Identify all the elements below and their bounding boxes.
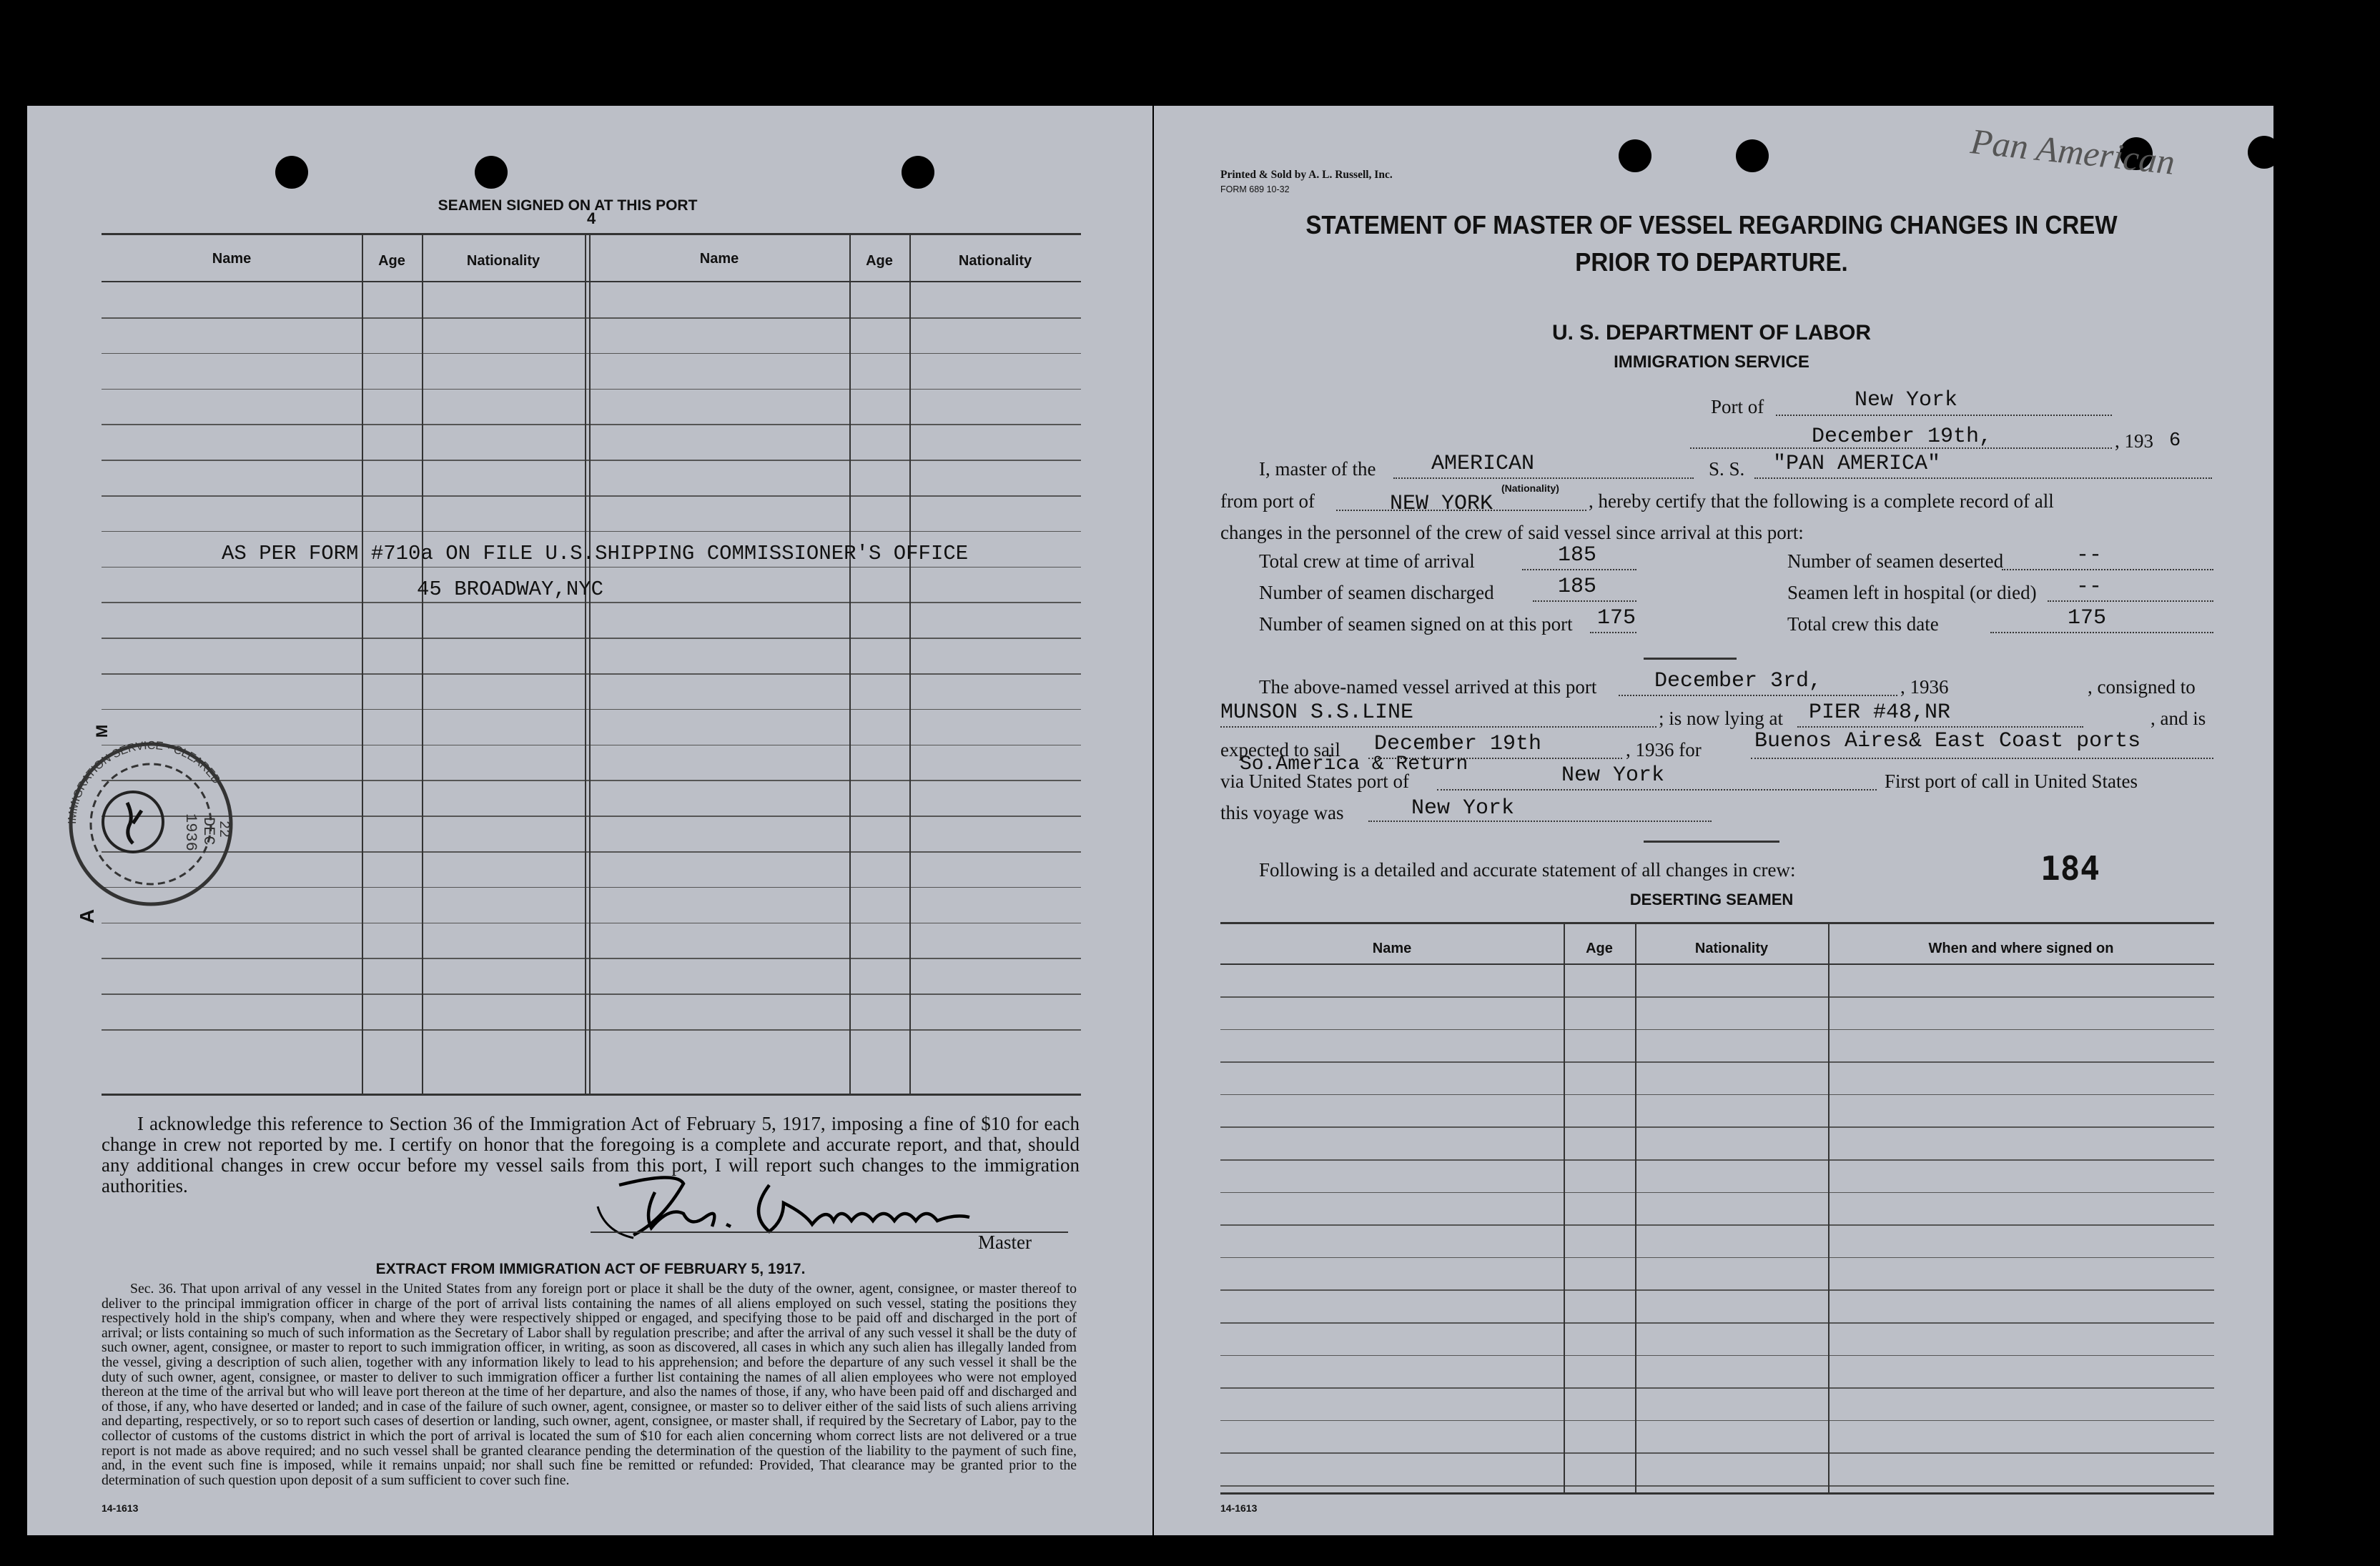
page-number: 4 — [587, 209, 596, 227]
table-row-rule — [102, 816, 1081, 817]
table-header-rule — [1220, 963, 2214, 965]
first-port-label: First port of call in United States — [1885, 770, 2138, 792]
form-code: FORM 689 10-32 — [1220, 184, 1290, 194]
table-column-rule — [849, 233, 851, 1094]
punch-hole — [2248, 136, 2281, 169]
printer-line: Printed & Sold by A. L. Russell, Inc. — [1220, 169, 1393, 181]
column-header: When and where signed on — [1928, 941, 2114, 956]
table-row-rule — [102, 958, 1081, 959]
svg-text:DEC: DEC — [199, 817, 217, 846]
table-column-rule — [1635, 922, 1636, 1492]
port-underline — [1776, 415, 2112, 416]
destination-value: Buenos Aires& East Coast ports — [1754, 729, 2141, 753]
table-row-rule — [102, 353, 1081, 355]
form-title: STATEMENT OF MASTER OF VESSEL REGARDING CHANGES IN CREW — [1305, 210, 2118, 239]
handwritten-number: 184 — [2040, 849, 2100, 888]
table-column-rule — [909, 233, 911, 1094]
section-title: SEAMEN SIGNED ON AT THIS PORT — [438, 197, 698, 214]
master-label: I, master of the — [1259, 458, 1376, 480]
punch-hole — [275, 156, 308, 189]
total-date-label: Total crew this date — [1787, 613, 1939, 635]
via-label: via United States port of — [1220, 770, 1409, 792]
column-header: Name — [212, 251, 252, 267]
table-column-rule — [362, 233, 363, 1094]
signed-label: Number of seamen signed on at this port — [1259, 613, 1573, 635]
table-row-rule — [1220, 1289, 2214, 1291]
field-underline — [2048, 600, 2213, 602]
from-port-label: from port of — [1220, 490, 1315, 512]
lying-label: ; is now lying at — [1659, 708, 1783, 729]
table-bottom-rule — [102, 1094, 1081, 1096]
form-number: 14-1613 — [1220, 1502, 1258, 1514]
table-row-rule — [102, 460, 1081, 461]
lying-value: PIER #48,NR — [1809, 700, 1951, 725]
field-underline — [1797, 726, 2083, 728]
vessel-underline — [1754, 477, 2212, 479]
ss-label: S. S. — [1709, 458, 1745, 480]
field-underline — [1751, 758, 2213, 759]
voyage-value: New York — [1411, 796, 1515, 821]
table-row-rule — [1220, 1485, 2214, 1487]
column-header: Nationality — [1694, 941, 1769, 956]
arrived-label: The above-named vessel arrived at this port — [1259, 676, 1597, 698]
table-column-rule — [1828, 922, 1830, 1492]
discharged-value: 185 — [1558, 575, 1597, 599]
column-header: Age — [1586, 941, 1613, 956]
nationality-underline — [1393, 477, 1694, 479]
discharged-label: Number of seamen discharged — [1259, 582, 1494, 603]
year-prefix: , 193 — [2115, 430, 2153, 452]
table-column-rule — [422, 233, 423, 1094]
margin-letter: A — [76, 908, 99, 924]
table-column-rule — [589, 233, 591, 1094]
master-signature — [591, 1164, 1077, 1242]
table-row-rule — [102, 389, 1081, 390]
service: IMMIGRATION SERVICE — [1614, 352, 1809, 372]
table-row-rule — [102, 887, 1081, 888]
extract-title: EXTRACT FROM IMMIGRATION ACT OF FEBRUARY 5, 1917. — [375, 1261, 806, 1277]
table-row-rule — [1220, 1094, 2214, 1096]
date-underline — [1690, 447, 2112, 449]
total-date-value: 175 — [2068, 606, 2107, 630]
nationality-value: AMERICAN — [1431, 452, 1535, 476]
changes-text: changes in the personnel of the crew of said vessel since arrival at this port: — [1220, 522, 1804, 543]
table-header-rule — [102, 281, 1081, 282]
table-row-rule — [1220, 1420, 2214, 1422]
field-underline — [1522, 569, 1636, 570]
table-column-rule — [1564, 922, 1565, 1492]
field-underline — [1533, 600, 1636, 602]
year-suffix: 6 — [2169, 430, 2181, 452]
table-top-rule — [102, 233, 1081, 235]
port-value: New York — [1855, 388, 1958, 412]
right-page — [1154, 106, 2273, 1535]
column-header: Nationality — [958, 253, 1032, 269]
certify-text: , hereby certify that the following is a complete record of all — [1589, 490, 2054, 512]
consignee-value: MUNSON S.S.LINE — [1220, 700, 1414, 725]
deserted-value: -- — [2076, 543, 2103, 568]
total-arrival-value: 185 — [1558, 543, 1597, 568]
field-underline — [1220, 726, 1656, 728]
column-header: Nationality — [466, 253, 540, 269]
column-header: Name — [1372, 941, 1412, 956]
table-row-rule — [1220, 1452, 2214, 1454]
punch-hole — [475, 156, 508, 189]
table-row-rule — [102, 567, 1081, 568]
voyage-label: this voyage was — [1220, 802, 1344, 823]
table-row-rule — [102, 851, 1081, 853]
table-row-rule — [102, 745, 1081, 746]
consigned-label: , consigned to — [2088, 676, 2196, 698]
port-label: Port of — [1711, 396, 1764, 417]
sail-year: , 1936 for — [1626, 739, 1702, 760]
handwritten-note: Pan American — [1968, 121, 2177, 182]
separator — [1644, 658, 1737, 660]
deserting-title: DESERTING SEAMEN — [1629, 891, 1794, 908]
immigration-stamp — [61, 735, 240, 913]
form-subtitle: PRIOR TO DEPARTURE. — [1575, 247, 1848, 277]
svg-text:IMMIGRATION SERVICE · CLEARED: IMMIGRATION SERVICE · CLEARED — [66, 739, 223, 825]
margin-letter: M — [93, 724, 112, 738]
left-page — [27, 106, 1152, 1535]
table-row-rule — [1220, 1224, 2214, 1226]
table-row-rule — [1220, 1322, 2214, 1324]
hospital-value: -- — [2076, 575, 2103, 599]
table-row-rule — [102, 673, 1081, 675]
field-underline — [2002, 569, 2213, 570]
punch-hole — [902, 156, 934, 189]
svg-text:22: 22 — [215, 821, 232, 838]
table-row-rule — [1220, 1029, 2214, 1031]
table-row-rule — [1220, 996, 2214, 998]
table-row-rule — [102, 923, 1081, 924]
total-arrival-label: Total crew at time of arrival — [1259, 550, 1475, 572]
signed-on-table — [102, 231, 1081, 1096]
table-bottom-rule — [1220, 1492, 2214, 1495]
from-port-value: NEW YORK — [1390, 492, 1493, 516]
column-header: Name — [699, 251, 739, 267]
department: U. S. DEPARTMENT OF LABOR — [1551, 321, 1872, 345]
table-row-rule — [102, 1029, 1081, 1031]
field-underline — [1437, 789, 1877, 791]
separator — [1644, 841, 1779, 843]
signature-label: Master — [978, 1232, 1032, 1253]
acknowledgement-text: I acknowledge this reference to Section 36 of the Immigration Act of February 5, 1917, imposing a fine of $10 for each change in crew not reported by me. I certify on honor that the foregoing is a complete and accurate report, and that, should any additional changes in crew occur before my vessel sails from this port, I will report such changes to the immigration authorities. — [102, 1113, 1080, 1196]
field-underline — [1619, 695, 1897, 696]
table-row-rule — [102, 780, 1081, 781]
table-row-rule — [1220, 1355, 2214, 1357]
table-row-rule — [102, 993, 1081, 995]
table-row-rule — [102, 424, 1081, 425]
deserted-label: Number of seamen deserted — [1787, 550, 2004, 572]
typed-note-line1: AS PER FORM #710a ON FILE U.S.SHIPPING COMMISSIONER'S OFFICE — [222, 542, 969, 565]
field-underline — [1368, 821, 1712, 822]
table-row-rule — [1220, 1159, 2214, 1161]
form-number: 14-1613 — [102, 1502, 139, 1514]
table-row-rule — [1220, 1126, 2214, 1128]
punch-hole — [1619, 139, 1651, 172]
table-row-rule — [102, 709, 1081, 710]
table-row-rule — [102, 317, 1081, 319]
signed-value: 175 — [1597, 606, 1636, 630]
sail-label: expected to sail — [1220, 739, 1340, 760]
date-value: December 19th, — [1812, 425, 1993, 449]
table-row-rule — [102, 495, 1081, 497]
svg-text:1936: 1936 — [182, 813, 199, 851]
table-row-rule — [1220, 1192, 2214, 1194]
table-row-rule — [102, 531, 1081, 532]
table-column-rule — [585, 233, 586, 1094]
punch-hole — [1736, 139, 1769, 172]
destination-value2: So.America & Return — [1240, 753, 1468, 775]
arrived-year: , 1936 — [1900, 676, 1949, 698]
table-top-rule — [1220, 922, 2214, 924]
column-header: Age — [866, 253, 893, 269]
column-header: Age — [378, 253, 405, 269]
table-row-rule — [102, 638, 1081, 639]
and-is: , and is — [2151, 708, 2206, 729]
table-row-rule — [102, 602, 1081, 603]
field-underline — [1990, 632, 2213, 633]
table-row-rule — [1220, 1061, 2214, 1063]
field-underline — [1590, 632, 1636, 633]
via-value: New York — [1561, 763, 1665, 788]
table-row-rule — [1220, 1257, 2214, 1259]
typed-note-line2: 45 BROADWAY,NYC — [417, 578, 604, 601]
table-row-rule — [1220, 1387, 2214, 1389]
arrived-value: December 3rd, — [1654, 669, 1822, 693]
sail-value: December 19th — [1374, 732, 1542, 756]
following-label: Following is a detailed and accurate statement of all changes in crew: — [1259, 859, 1796, 881]
extract-text: Sec. 36. That upon arrival of any vessel in the United States from any foreign port or place it shall be the duty of the owner, agent, consignee, or master thereof to deliver to the principal immigration officer in charge of the port of arrival lists containing the names of all aliens employed on such vessel, stating the positions they respectively hold in the ship's company, when and where they were respectively shipped or engaged, and specifying those to be paid off and discharged in the port of arrival; or lists containing so much of such information as the Secretary of Labor shall by regulation prescribe; and after the arrival of any such vessel it shall be the duty of such owner, agent, consignee, or master to report to such immigration officer, in writing, as soon as discovered, all cases in which any such alien has illegally landed from the vessel, giving a description of such alien, together with any information likely to lead to his apprehension; and before the departure of any such vessel it shall be the duty of such owner, agent, consignee, or master to deliver to such immigration officer a further list containing the names of all alien employees who were not employed thereon at the time of the arrival but who will leave port thereon at the time of her departure, and also the names of those, if any, who have been paid off and discharged and of those, if any, who have deserted or landed; and in case of the failure of such owner, agent, consignee, or master so to deliver either of the said lists of such aliens arriving and departing, respectively, or so to report such cases of desertion or landing, such owner, agent, consignee, or master shall, if required by the Secretary of Labor, pay to the collector of customs of the customs district in which the port of arrival is located the sum of $10 for each alien concerning whom correct lists are not delivered or a true report is not made as above required; and no such vessel shall be granted clearance pending the determination of the question of the liability to the payment of such fine, and, in the event such fine is imposed, while it remains unpaid; nor shall such fine be remitted or refunded: Provided, That clearance may be granted prior to the determination of such question upon deposit of a sum sufficient to cover such fine. — [102, 1281, 1077, 1488]
vessel-value: "PAN AMERICA" — [1773, 452, 1941, 476]
hospital-label: Seamen left in hospital (or died) — [1787, 582, 2037, 603]
nationality-caption: (Nationality) — [1501, 482, 1559, 494]
